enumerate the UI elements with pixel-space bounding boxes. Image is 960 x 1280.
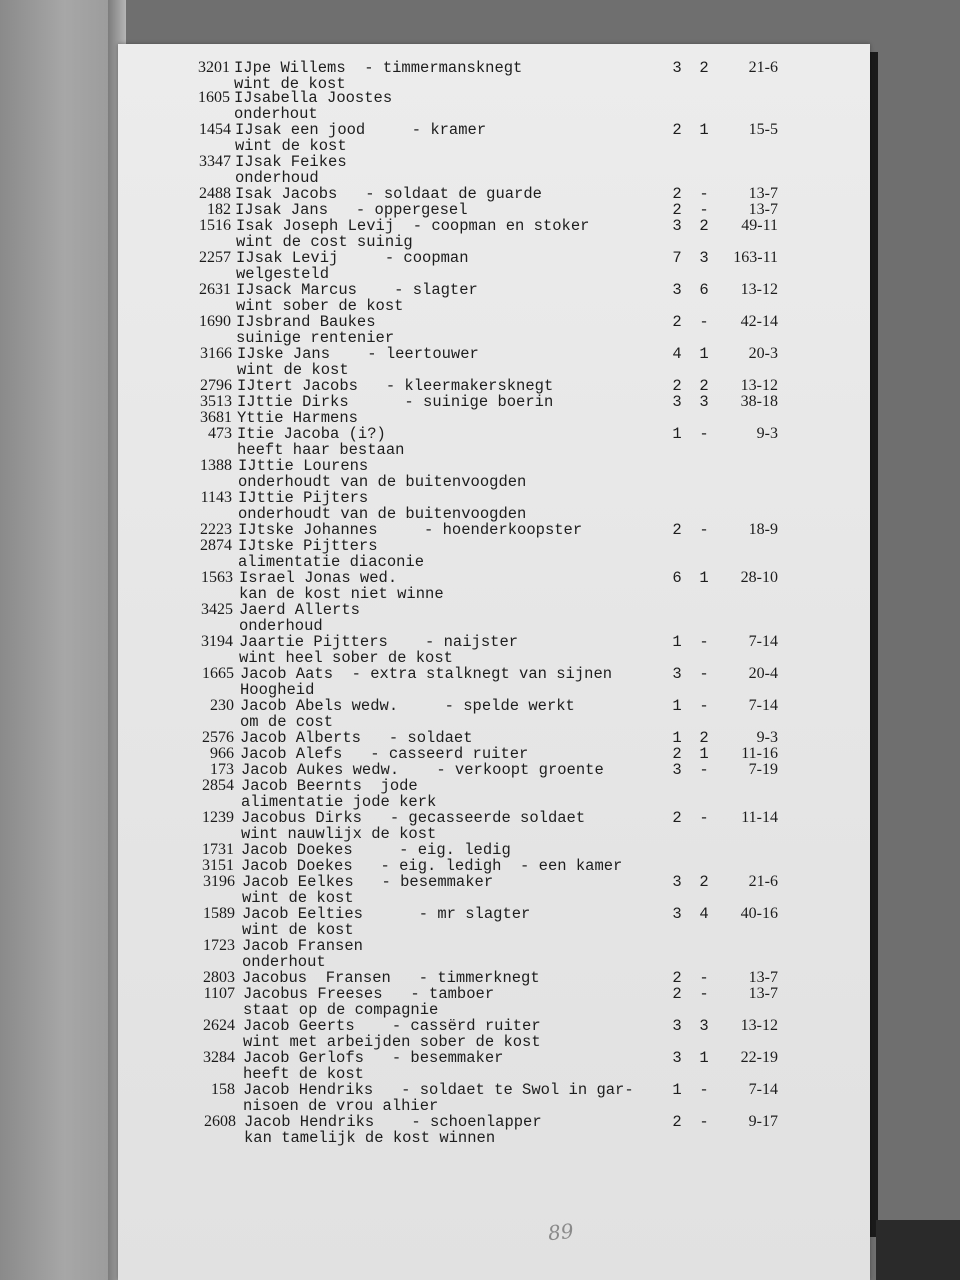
entry-amount: 20-3 <box>748 345 778 362</box>
entry-note: wint met arbeijden sober de kost <box>243 1033 541 1051</box>
entry-number: 230 <box>210 697 234 714</box>
entry-count-1: 3 <box>672 59 682 77</box>
entry-count-2: - <box>699 201 709 219</box>
entry-count-2: 3 <box>699 1017 709 1035</box>
entry-count-2: 2 <box>699 217 709 235</box>
entry-amount: 21-6 <box>748 59 778 76</box>
list-item <box>118 778 870 812</box>
list-item <box>118 1018 870 1052</box>
entry-name-occupation: IJpe Willems - timmermansknegt <box>234 59 523 77</box>
entry-number: 2796 <box>200 377 232 394</box>
background-surface <box>876 1220 960 1280</box>
entry-number: 3201 <box>198 59 230 76</box>
entry-count-2: - <box>699 313 709 331</box>
entry-amount: 13-12 <box>740 1017 778 1034</box>
list-item <box>118 810 870 844</box>
entry-name-occupation: IJsabella Joostes <box>234 89 393 107</box>
entry-count-2: 2 <box>699 377 709 395</box>
entry-count-1: 3 <box>672 665 682 683</box>
entry-note: wint sober de kost <box>236 297 404 315</box>
entry-note: alimentatie diaconie <box>238 553 425 571</box>
list-item <box>118 250 870 284</box>
entry-note: wint de kost <box>237 361 349 379</box>
entry-number: 473 <box>208 425 232 442</box>
entry-amount: 9-3 <box>756 729 778 746</box>
entry-note: om de cost <box>240 713 334 731</box>
entry-amount: 163-11 <box>733 249 778 266</box>
list-item <box>118 666 870 700</box>
list-item <box>118 1082 870 1116</box>
entry-amount: 18-9 <box>748 521 778 538</box>
entry-name-occupation: Jaartie Pijtters - naijster <box>239 633 519 651</box>
entry-number: 173 <box>210 761 234 778</box>
entry-count-1: 6 <box>672 569 682 587</box>
entry-count-1: 2 <box>672 121 682 139</box>
entry-number: 3196 <box>203 873 235 890</box>
entry-amount: 9-17 <box>748 1113 778 1130</box>
entry-name-occupation: Jacobus Dirks - gecasseerde soldaet <box>241 809 586 827</box>
entry-amount: 11-16 <box>741 745 778 762</box>
entry-name-occupation: Jacob Hendriks - schoenlapper <box>244 1113 542 1131</box>
entry-name-occupation: Jacob Geerts - cassërd ruiter <box>243 1017 541 1035</box>
entry-count-1: 1 <box>672 1081 682 1099</box>
entry-count-1: 1 <box>672 697 682 715</box>
entry-name-occupation: Jacob Abels wedw. - spelde werkt <box>240 697 575 715</box>
entry-count-2: 2 <box>699 59 709 77</box>
list-item <box>118 938 870 972</box>
entry-number: 1454 <box>199 121 231 138</box>
entry-count-1: 3 <box>672 1017 682 1035</box>
entry-name-occupation: IJtske Pijtters <box>238 537 378 555</box>
entry-count-2: - <box>699 697 709 715</box>
entry-name-occupation: Jacob Eelkes - besemmaker <box>242 873 494 891</box>
entry-name-occupation: Itie Jacoba (i?) <box>237 425 386 443</box>
page-number: 89 <box>546 1218 575 1246</box>
entry-note: kan de kost niet winne <box>239 585 444 603</box>
list-item <box>118 986 870 1020</box>
entry-count-2: 3 <box>699 393 709 411</box>
entry-note: heeft haar bestaan <box>237 441 405 459</box>
list-item <box>118 90 870 124</box>
entry-amount: 15-5 <box>748 121 778 138</box>
entry-count-2: 1 <box>699 345 709 363</box>
entry-name-occupation: IJtske Johannes - hoenderkoopster <box>238 521 583 539</box>
entry-count-1: 2 <box>672 201 682 219</box>
entry-count-1: 1 <box>672 425 682 443</box>
entry-count-1: 3 <box>672 1049 682 1067</box>
entry-note: wint de kost <box>242 889 354 907</box>
entry-count-1: 1 <box>672 633 682 651</box>
entry-number: 2576 <box>202 729 234 746</box>
entry-amount: 49-11 <box>741 217 778 234</box>
entry-count-1: 2 <box>672 985 682 1003</box>
entry-number: 1239 <box>202 809 234 826</box>
entry-count-2: - <box>699 633 709 651</box>
entry-number: 3513 <box>200 393 232 410</box>
entry-amount: 7-19 <box>748 761 778 778</box>
entry-number: 3284 <box>203 1049 235 1066</box>
entry-name-occupation: IJsack Marcus - slagter <box>236 281 478 299</box>
entry-count-1: 2 <box>672 745 682 763</box>
entry-number: 2624 <box>203 1017 235 1034</box>
entry-name-occupation: IJske Jans - leertouwer <box>237 345 479 363</box>
entry-count-2: - <box>699 185 709 203</box>
entry-number: 1723 <box>203 937 235 954</box>
entry-count-1: 3 <box>672 905 682 923</box>
entry-count-2: - <box>699 425 709 443</box>
list-item <box>118 698 870 732</box>
entry-number: 1731 <box>202 841 234 858</box>
list-item <box>118 634 870 668</box>
entry-number: 158 <box>211 1081 235 1098</box>
entry-number: 1605 <box>198 89 230 106</box>
entry-number: 3681 <box>200 409 232 426</box>
entry-amount: 40-16 <box>740 905 778 922</box>
entry-note: wint heel sober de kost <box>239 649 453 667</box>
entry-number: 2608 <box>204 1113 236 1130</box>
entry-name-occupation: Isak Joseph Levij - coopman en stoker <box>236 217 590 235</box>
entry-note: onderhout <box>234 105 318 123</box>
entry-name-occupation: IJsak een jood - kramer <box>235 121 487 139</box>
entry-note: onderhoud <box>239 617 323 635</box>
entry-amount: 38-18 <box>740 393 778 410</box>
list-item <box>118 218 870 252</box>
list-item <box>118 426 870 460</box>
entry-amount: 13-7 <box>748 201 778 218</box>
entry-count-1: 4 <box>672 345 682 363</box>
entry-name-occupation: Jacob Aukes wedw. - verkoopt groente <box>241 761 604 779</box>
entry-count-2: 3 <box>699 249 709 267</box>
list-item <box>118 60 870 94</box>
entry-name-occupation: Jaerd Allerts <box>239 601 360 619</box>
entry-number: 3166 <box>200 345 232 362</box>
entry-amount: 13-7 <box>748 969 778 986</box>
entry-count-1: 3 <box>672 761 682 779</box>
list-item <box>118 458 870 492</box>
entry-count-1: 2 <box>672 809 682 827</box>
entry-name-occupation: IJttie Lourens <box>238 457 369 475</box>
entry-number: 1563 <box>201 569 233 586</box>
entry-amount: 42-14 <box>740 313 778 330</box>
entry-name-occupation: Jacob Fransen <box>242 937 363 955</box>
entry-number: 966 <box>210 745 234 762</box>
entry-note: alimentatie jode kerk <box>241 793 437 811</box>
entry-count-1: 2 <box>672 313 682 331</box>
entry-amount: 22-19 <box>740 1049 778 1066</box>
entry-note: wint de kost <box>234 75 346 93</box>
entry-count-1: 2 <box>672 521 682 539</box>
entry-number: 3347 <box>199 153 231 170</box>
entry-count-2: 4 <box>699 905 709 923</box>
entry-count-2: 2 <box>699 873 709 891</box>
entry-number: 1107 <box>203 985 235 1002</box>
list-item <box>118 122 870 156</box>
entry-count-2: 1 <box>699 121 709 139</box>
entry-name-occupation: Jacob Alefs - casseerd ruiter <box>240 745 529 763</box>
entry-count-2: 1 <box>699 569 709 587</box>
entry-count-2: 2 <box>699 729 709 747</box>
entry-note: onderhoud <box>235 169 319 187</box>
list-item <box>118 490 870 524</box>
entry-amount: 20-4 <box>748 665 778 682</box>
entry-count-1: 2 <box>672 969 682 987</box>
entry-amount: 7-14 <box>748 1081 778 1098</box>
entry-count-1: 1 <box>672 729 682 747</box>
entry-name-occupation: Jacob Beernts jode <box>241 777 418 795</box>
entry-number: 2803 <box>203 969 235 986</box>
entry-number: 1516 <box>199 217 231 234</box>
entry-count-1: 3 <box>672 217 682 235</box>
entry-name-occupation: Yttie Harmens <box>237 409 358 427</box>
entry-amount: 28-10 <box>740 569 778 586</box>
entry-name-occupation: Jacob Aats - extra stalknegt van sijnen <box>240 665 613 683</box>
list-item <box>118 314 870 348</box>
entry-number: 3194 <box>201 633 233 650</box>
entry-note: wint nauwlijx de kost <box>241 825 437 843</box>
entry-name-occupation: Israel Jonas wed. <box>239 569 398 587</box>
entry-count-2: 1 <box>699 1049 709 1067</box>
entry-count-1: 2 <box>672 185 682 203</box>
entry-count-1: 2 <box>672 1113 682 1131</box>
entry-name-occupation: IJsak Jans - oppergesel <box>235 201 468 219</box>
entry-note: onderhout <box>242 953 326 971</box>
entry-count-2: - <box>699 521 709 539</box>
entry-note: Hoogheid <box>240 681 315 699</box>
entry-number: 1143 <box>200 489 232 506</box>
entry-amount: 13-12 <box>740 281 778 298</box>
entry-number: 182 <box>207 201 231 218</box>
entry-name-occupation: Jacobus Freeses - tamboer <box>243 985 495 1003</box>
entry-name-occupation: Jacob Doekes - eig. ledigh - een kamer <box>241 857 623 875</box>
entry-number: 2488 <box>199 185 231 202</box>
entry-number: 2874 <box>200 537 232 554</box>
entry-count-2: - <box>699 985 709 1003</box>
entry-note: wint de cost suinig <box>236 233 413 251</box>
entry-note: onderhoudt van de buitenvoogden <box>238 473 527 491</box>
entry-name-occupation: IJttie Dirks - suinige boerin <box>237 393 554 411</box>
entry-count-1: 3 <box>672 873 682 891</box>
entry-name-occupation: Isak Jacobs - soldaat de guarde <box>235 185 542 203</box>
list-item <box>118 602 870 636</box>
entry-name-occupation: IJsak Feikes <box>235 153 347 171</box>
list-item <box>118 570 870 604</box>
entry-number: 2854 <box>202 777 234 794</box>
list-item <box>118 874 870 908</box>
entry-note: onderhoudt van de buitenvoogden <box>238 505 527 523</box>
entry-count-1: 3 <box>672 393 682 411</box>
entry-note: nisoen de vrou alhier <box>243 1097 439 1115</box>
entry-name-occupation: IJttie Pijters <box>238 489 369 507</box>
entry-count-1: 2 <box>672 377 682 395</box>
entry-amount: 21-6 <box>748 873 778 890</box>
entry-name-occupation: IJtert Jacobs - kleermakersknegt <box>237 377 554 395</box>
entry-amount: 13-12 <box>740 377 778 394</box>
entry-name-occupation: Jacob Alberts - soldaet <box>240 729 473 747</box>
entry-count-2: - <box>699 665 709 683</box>
entry-note: staat op de compagnie <box>243 1001 439 1019</box>
list-item <box>118 906 870 940</box>
entry-count-2: - <box>699 761 709 779</box>
entry-count-2: - <box>699 1081 709 1099</box>
entry-count-2: 1 <box>699 745 709 763</box>
entry-amount: 13-7 <box>748 985 778 1002</box>
list-item <box>118 154 870 188</box>
entry-number: 3425 <box>201 601 233 618</box>
entry-number: 1665 <box>202 665 234 682</box>
entry-note: wint de kost <box>242 921 354 939</box>
entry-number: 2631 <box>199 281 231 298</box>
entry-count-2: - <box>699 809 709 827</box>
entry-number: 2223 <box>200 521 232 538</box>
facing-page <box>0 0 118 1280</box>
entry-note: suinige rentenier <box>236 329 395 347</box>
entry-amount: 7-14 <box>748 697 778 714</box>
entry-count-1: 7 <box>672 249 682 267</box>
list-item <box>118 346 870 380</box>
entry-note: welgesteld <box>236 265 330 283</box>
entry-name-occupation: Jacob Hendriks - soldaet te Swol in gar- <box>243 1081 634 1099</box>
entry-name-occupation: IJsak Levij - coopman <box>236 249 469 267</box>
entry-number: 3151 <box>202 857 234 874</box>
entry-note: heeft de kost <box>243 1065 364 1083</box>
entry-number: 2257 <box>199 249 231 266</box>
entry-name-occupation: Jacob Doekes - eig. ledig <box>241 841 511 859</box>
entry-name-occupation: IJsbrand Baukes <box>236 313 376 331</box>
entry-note: kan tamelijk de kost winnen <box>244 1129 496 1147</box>
entry-count-1: 3 <box>672 281 682 299</box>
entry-amount: 9-3 <box>756 425 778 442</box>
entry-name-occupation: Jacob Gerlofs - besemmaker <box>243 1049 504 1067</box>
entry-amount: 13-7 <box>748 185 778 202</box>
entry-count-2: 6 <box>699 281 709 299</box>
list-item <box>118 1114 870 1148</box>
entry-number: 1690 <box>199 313 231 330</box>
entry-amount: 7-14 <box>748 633 778 650</box>
entry-number: 1589 <box>203 905 235 922</box>
entry-count-2: - <box>699 1113 709 1131</box>
entry-name-occupation: Jacob Eelties - mr slagter <box>242 905 531 923</box>
entry-number: 1388 <box>200 457 232 474</box>
entry-amount: 11-14 <box>741 809 778 826</box>
entry-note: wint de kost <box>235 137 347 155</box>
entry-name-occupation: Jacobus Fransen - timmerknegt <box>242 969 540 987</box>
list-item <box>118 282 870 316</box>
list-item <box>118 1050 870 1084</box>
list-item <box>118 538 870 572</box>
document-page <box>118 44 870 1280</box>
entry-count-2: - <box>699 969 709 987</box>
